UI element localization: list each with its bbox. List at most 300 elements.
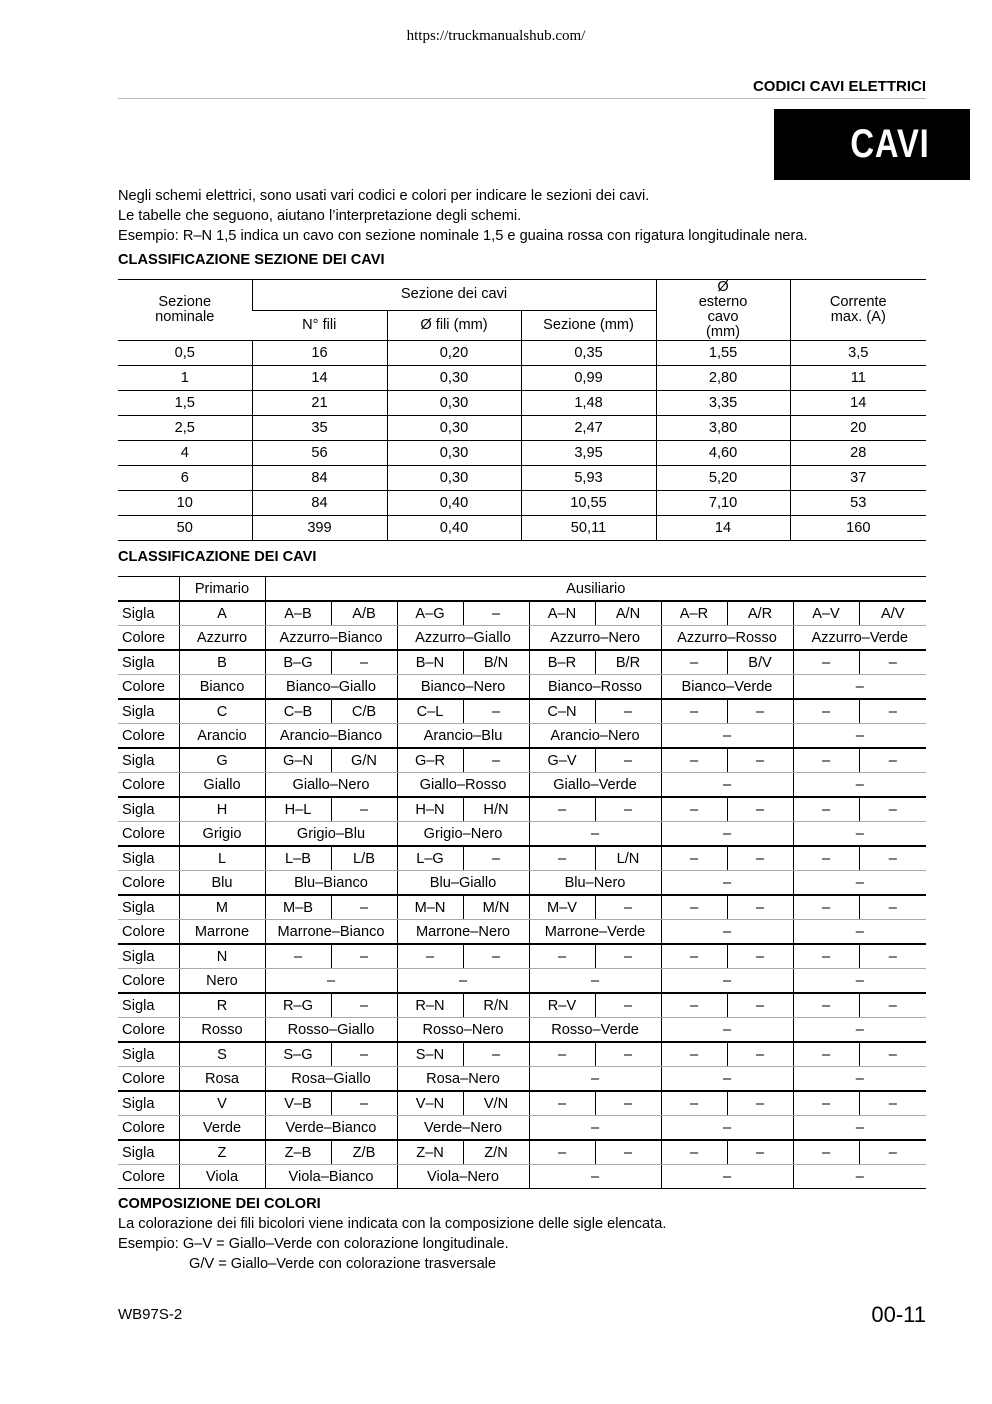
- header-divider: [118, 98, 926, 99]
- table-cell: 21: [252, 391, 387, 416]
- sigla-cell: C–B: [265, 699, 331, 724]
- table-cell: 50: [118, 516, 252, 541]
- sigla-cell: –: [595, 699, 661, 724]
- header-ausiliario: Ausiliario: [265, 577, 926, 602]
- sigla-cell: Z–B: [265, 1140, 331, 1165]
- colore-cell: Blu–Bianco: [265, 871, 397, 896]
- sigla-cell: –: [859, 846, 926, 871]
- source-url: https://truckmanualshub.com/: [406, 28, 586, 44]
- sigla-cell: –: [793, 993, 859, 1018]
- sigla-cell: –: [397, 944, 463, 969]
- sigla-cell: –: [595, 993, 661, 1018]
- sigla-cell: –: [793, 1140, 859, 1165]
- colore-cell: Giallo–Rosso: [397, 773, 529, 798]
- row-label: Colore: [118, 1067, 179, 1092]
- sigla-cell: –: [595, 1042, 661, 1067]
- sigla-cell: –: [727, 895, 793, 920]
- colore-cell: Grigio–Nero: [397, 822, 529, 847]
- table-cell: 2,47: [521, 416, 656, 441]
- colore-cell: Verde–Bianco: [265, 1116, 397, 1141]
- sigla-cell: A: [179, 601, 265, 626]
- colore-cell: Bianco–Verde: [661, 675, 793, 700]
- composizione-title: COMPOSIZIONE DEI COLORI: [118, 1196, 321, 1212]
- sigla-cell: –: [727, 1042, 793, 1067]
- sigla-cell: –: [595, 1091, 661, 1116]
- table-cell: 0,35: [521, 341, 656, 366]
- colore-cell: Bianco–Rosso: [529, 675, 661, 700]
- sigla-cell: R–N: [397, 993, 463, 1018]
- row-label: Colore: [118, 969, 179, 994]
- colore-cell: –: [793, 822, 926, 847]
- colore-cell: Azzurro–Nero: [529, 626, 661, 651]
- sigla-cell: –: [463, 699, 529, 724]
- sigla-cell: S: [179, 1042, 265, 1067]
- sigla-cell: –: [463, 944, 529, 969]
- colore-cell: –: [793, 1165, 926, 1189]
- sigla-cell: –: [661, 895, 727, 920]
- row-label: Colore: [118, 1116, 179, 1141]
- sigla-cell: Z: [179, 1140, 265, 1165]
- sigla-cell: –: [463, 846, 529, 871]
- sigla-cell: –: [331, 993, 397, 1018]
- colore-cell: Blu–Nero: [529, 871, 661, 896]
- sigla-cell: V–N: [397, 1091, 463, 1116]
- sigla-cell: –: [463, 1042, 529, 1067]
- table-cell: 1,5: [118, 391, 252, 416]
- row-label: Sigla: [118, 748, 179, 773]
- sigla-cell: –: [793, 797, 859, 822]
- table-cell: 0,30: [387, 466, 521, 491]
- sigla-cell: S–G: [265, 1042, 331, 1067]
- row-label: Colore: [118, 871, 179, 896]
- sigla-cell: –: [859, 650, 926, 675]
- table-cell: 4: [118, 441, 252, 466]
- colore-cell: –: [661, 1067, 793, 1092]
- sigla-row: [118, 993, 926, 1018]
- table-row: [118, 366, 926, 391]
- row-label: Sigla: [118, 993, 179, 1018]
- sigla-cell: –: [661, 748, 727, 773]
- sigla-cell: –: [727, 748, 793, 773]
- sigla-cell: –: [661, 1140, 727, 1165]
- sigla-cell: A–G: [397, 601, 463, 626]
- colore-cell: –: [793, 920, 926, 945]
- colore-row: [118, 1116, 926, 1141]
- colore-cell: –: [793, 675, 926, 700]
- table-cell: 84: [252, 466, 387, 491]
- row-label: Colore: [118, 626, 179, 651]
- sigla-cell: A–N: [529, 601, 595, 626]
- colore-cell: –: [661, 1165, 793, 1189]
- colore-row: [118, 871, 926, 896]
- table-cell: 2,80: [656, 366, 790, 391]
- sigla-cell: M/N: [463, 895, 529, 920]
- table-row: [118, 391, 926, 416]
- table-cell: 0,20: [387, 341, 521, 366]
- sigla-cell: B/N: [463, 650, 529, 675]
- table-cell: 16: [252, 341, 387, 366]
- colore-cell: Rosa: [179, 1067, 265, 1092]
- intro-line: Le tabelle che seguono, aiutano l’interpretazione degli schemi.: [118, 208, 522, 224]
- row-label: Sigla: [118, 601, 179, 626]
- sigla-cell: –: [859, 699, 926, 724]
- sigla-cell: G–V: [529, 748, 595, 773]
- sigla-cell: C–N: [529, 699, 595, 724]
- sigla-cell: A–V: [793, 601, 859, 626]
- colore-cell: Rosso–Verde: [529, 1018, 661, 1043]
- sigla-cell: B–R: [529, 650, 595, 675]
- header-sezione-nominale: Sezione nominale: [118, 280, 252, 341]
- colore-cell: Arancio–Blu: [397, 724, 529, 749]
- sigla-cell: A/B: [331, 601, 397, 626]
- table-row: [118, 441, 926, 466]
- sigla-cell: –: [661, 1042, 727, 1067]
- colore-cell: Azzurro: [179, 626, 265, 651]
- sigla-row: [118, 1042, 926, 1067]
- table-cell: 14: [656, 516, 790, 541]
- header-diametro-fili: Ø fili (mm): [387, 310, 521, 341]
- header-empty-cell: [118, 577, 179, 602]
- sigla-cell: A–B: [265, 601, 331, 626]
- sigla-cell: L/N: [595, 846, 661, 871]
- colore-cell: –: [661, 1018, 793, 1043]
- colore-cell: Nero: [179, 969, 265, 994]
- sigla-cell: V/N: [463, 1091, 529, 1116]
- sigla-cell: –: [859, 797, 926, 822]
- table2-title: CLASSIFICAZIONE DEI CAVI: [118, 549, 317, 565]
- sigla-cell: Z/N: [463, 1140, 529, 1165]
- row-label: Sigla: [118, 846, 179, 871]
- colore-cell: Azzurro–Bianco: [265, 626, 397, 651]
- colore-cell: –: [265, 969, 397, 994]
- sigla-cell: –: [859, 1042, 926, 1067]
- colore-cell: Arancio–Nero: [529, 724, 661, 749]
- composizione-line: Esempio: G–V = Giallo–Verde con colorazione longitudinale.: [118, 1236, 509, 1252]
- composizione-line: La colorazione dei fili bicolori viene indicata con la composizione delle sigle elencata.: [118, 1216, 667, 1232]
- colore-cell: Bianco: [179, 675, 265, 700]
- table-cell: 1: [118, 366, 252, 391]
- colore-cell: Viola–Bianco: [265, 1165, 397, 1189]
- sigla-cell: B/R: [595, 650, 661, 675]
- colore-cell: Verde–Nero: [397, 1116, 529, 1141]
- sigla-cell: N: [179, 944, 265, 969]
- table-cell: 3,5: [790, 341, 926, 366]
- sigla-cell: H/N: [463, 797, 529, 822]
- sigla-cell: –: [661, 944, 727, 969]
- sigla-cell: B–G: [265, 650, 331, 675]
- sigla-cell: –: [727, 993, 793, 1018]
- header-corrente: Corrente max. (A): [790, 280, 926, 341]
- sigla-cell: –: [331, 944, 397, 969]
- colore-cell: –: [661, 871, 793, 896]
- sigla-cell: –: [793, 895, 859, 920]
- colore-cell: Blu: [179, 871, 265, 896]
- colore-cell: Marrone–Nero: [397, 920, 529, 945]
- table-cell: 0,40: [387, 516, 521, 541]
- sigla-cell: B: [179, 650, 265, 675]
- sigla-cell: S–N: [397, 1042, 463, 1067]
- sigla-cell: –: [793, 1091, 859, 1116]
- sigla-cell: –: [727, 1140, 793, 1165]
- sigla-cell: R/N: [463, 993, 529, 1018]
- sigla-cell: –: [859, 895, 926, 920]
- sigla-cell: –: [859, 944, 926, 969]
- row-label: Sigla: [118, 797, 179, 822]
- sigla-cell: –: [529, 1042, 595, 1067]
- table-cell: 53: [790, 491, 926, 516]
- sigla-cell: –: [595, 797, 661, 822]
- table-cell: 0,30: [387, 416, 521, 441]
- table-row: [118, 341, 926, 366]
- colore-cell: –: [529, 822, 661, 847]
- model-code: WB97S-2: [118, 1306, 183, 1323]
- row-label: Colore: [118, 920, 179, 945]
- colore-cell: Blu–Giallo: [397, 871, 529, 896]
- table-cell: 10: [118, 491, 252, 516]
- sigla-row: [118, 601, 926, 626]
- sigla-row: [118, 1091, 926, 1116]
- sigla-cell: –: [793, 846, 859, 871]
- table-row: [118, 466, 926, 491]
- sigla-cell: G: [179, 748, 265, 773]
- table1-title: CLASSIFICAZIONE SEZIONE DEI CAVI: [118, 252, 385, 268]
- sigla-cell: H–L: [265, 797, 331, 822]
- colore-cell: Azzurro–Rosso: [661, 626, 793, 651]
- sigla-cell: –: [727, 797, 793, 822]
- sigla-row: [118, 650, 926, 675]
- header-diametro-esterno: Ø esterno cavo (mm): [656, 280, 790, 341]
- colore-cell: Marrone–Verde: [529, 920, 661, 945]
- table-cell: 84: [252, 491, 387, 516]
- table-cell: 11: [790, 366, 926, 391]
- sigla-row: [118, 1140, 926, 1165]
- colore-cell: –: [661, 920, 793, 945]
- sigla-cell: –: [529, 846, 595, 871]
- table-cell: 0,5: [118, 341, 252, 366]
- sigla-cell: –: [331, 1042, 397, 1067]
- header-sezione-mm: Sezione (mm): [521, 310, 656, 341]
- colore-cell: Rosso–Nero: [397, 1018, 529, 1043]
- sigla-cell: –: [331, 895, 397, 920]
- table-cell: 2,5: [118, 416, 252, 441]
- table-cell: 14: [252, 366, 387, 391]
- section-header: CODICI CAVI ELETTRICI: [752, 78, 926, 95]
- colore-cell: Giallo–Verde: [529, 773, 661, 798]
- sigla-cell: –: [793, 650, 859, 675]
- colore-cell: –: [661, 724, 793, 749]
- sigla-cell: –: [529, 797, 595, 822]
- sigla-row: [118, 846, 926, 871]
- sigla-cell: L/B: [331, 846, 397, 871]
- sigla-cell: –: [661, 797, 727, 822]
- composizione-section: [118, 1194, 918, 1274]
- sigla-cell: C–L: [397, 699, 463, 724]
- colore-cell: Marrone: [179, 920, 265, 945]
- sigla-cell: –: [793, 1042, 859, 1067]
- sigla-cell: R–V: [529, 993, 595, 1018]
- sigla-row: [118, 699, 926, 724]
- colore-row: [118, 626, 926, 651]
- cable-section-table-body: [118, 341, 926, 541]
- sigla-cell: –: [463, 601, 529, 626]
- table-cell: 7,10: [656, 491, 790, 516]
- colore-cell: Rosa–Nero: [397, 1067, 529, 1092]
- colore-cell: Rosso: [179, 1018, 265, 1043]
- sigla-cell: –: [463, 748, 529, 773]
- cable-section-table: [118, 279, 926, 541]
- colore-cell: Bianco–Nero: [397, 675, 529, 700]
- sigla-cell: L: [179, 846, 265, 871]
- row-label: Sigla: [118, 1140, 179, 1165]
- colore-row: [118, 969, 926, 994]
- colore-cell: –: [529, 1116, 661, 1141]
- row-label: Sigla: [118, 1042, 179, 1067]
- sigla-cell: –: [595, 895, 661, 920]
- intro-line: Esempio: R–N 1,5 indica un cavo con sezione nominale 1,5 e guaina rossa con rigatura longitudinale nera.: [118, 228, 808, 244]
- colore-cell: Arancio–Bianco: [265, 724, 397, 749]
- sigla-cell: C: [179, 699, 265, 724]
- colore-cell: –: [661, 969, 793, 994]
- table-cell: 20: [790, 416, 926, 441]
- colore-cell: –: [661, 822, 793, 847]
- colore-cell: Giallo: [179, 773, 265, 798]
- chapter-tab-label: CAVI: [850, 122, 930, 166]
- sigla-cell: –: [859, 993, 926, 1018]
- sigla-row: [118, 748, 926, 773]
- sigla-cell: –: [529, 1091, 595, 1116]
- table-row: [118, 491, 926, 516]
- table-cell: 399: [252, 516, 387, 541]
- table-cell: 4,60: [656, 441, 790, 466]
- colore-cell: Azzurro–Verde: [793, 626, 926, 651]
- colore-cell: –: [793, 724, 926, 749]
- colore-cell: Azzurro–Giallo: [397, 626, 529, 651]
- sigla-cell: V: [179, 1091, 265, 1116]
- sigla-row: [118, 895, 926, 920]
- sigla-cell: –: [661, 846, 727, 871]
- row-label: Sigla: [118, 650, 179, 675]
- sigla-row: [118, 797, 926, 822]
- chapter-tab: [774, 109, 970, 180]
- table-cell: 0,30: [387, 366, 521, 391]
- sigla-cell: L–G: [397, 846, 463, 871]
- table-cell: 5,20: [656, 466, 790, 491]
- colore-cell: –: [793, 1067, 926, 1092]
- sigla-cell: –: [529, 944, 595, 969]
- sigla-cell: H–N: [397, 797, 463, 822]
- sigla-cell: L–B: [265, 846, 331, 871]
- sigla-cell: –: [331, 797, 397, 822]
- table-cell: 0,99: [521, 366, 656, 391]
- colore-row: [118, 1067, 926, 1092]
- sigla-cell: B–N: [397, 650, 463, 675]
- colore-cell: Arancio: [179, 724, 265, 749]
- colore-row: [118, 675, 926, 700]
- colore-cell: –: [397, 969, 529, 994]
- table-cell: 0,40: [387, 491, 521, 516]
- table-cell: 37: [790, 466, 926, 491]
- colore-cell: –: [529, 1165, 661, 1189]
- sigla-cell: H: [179, 797, 265, 822]
- colore-cell: Grigio: [179, 822, 265, 847]
- header-n-fili: N° fili: [252, 310, 387, 341]
- colore-row: [118, 1018, 926, 1043]
- cable-classification-table-body: [118, 577, 926, 1189]
- row-label: Colore: [118, 724, 179, 749]
- table-cell: 3,80: [656, 416, 790, 441]
- sigla-cell: –: [727, 699, 793, 724]
- sigla-cell: A/R: [727, 601, 793, 626]
- sigla-cell: –: [661, 993, 727, 1018]
- colore-cell: Rosa–Giallo: [265, 1067, 397, 1092]
- sigla-cell: –: [859, 1140, 926, 1165]
- colore-row: [118, 773, 926, 798]
- table-cell: 1,55: [656, 341, 790, 366]
- table-cell: 0,30: [387, 441, 521, 466]
- colore-cell: –: [793, 871, 926, 896]
- sigla-cell: A/N: [595, 601, 661, 626]
- sigla-cell: M–B: [265, 895, 331, 920]
- table-cell: 3,35: [656, 391, 790, 416]
- sigla-cell: –: [661, 650, 727, 675]
- sigla-cell: –: [793, 944, 859, 969]
- row-label: Sigla: [118, 895, 179, 920]
- table-cell: 10,55: [521, 491, 656, 516]
- sigla-cell: –: [859, 1091, 926, 1116]
- intro-text: [118, 186, 918, 246]
- sigla-cell: –: [727, 944, 793, 969]
- sigla-cell: R–G: [265, 993, 331, 1018]
- colore-row: [118, 920, 926, 945]
- colore-cell: –: [661, 1116, 793, 1141]
- sigla-row: [118, 944, 926, 969]
- table-cell: 28: [790, 441, 926, 466]
- sigla-cell: –: [331, 1091, 397, 1116]
- colore-cell: Verde: [179, 1116, 265, 1141]
- sigla-cell: –: [727, 1091, 793, 1116]
- sigla-cell: Z/B: [331, 1140, 397, 1165]
- table-cell: 35: [252, 416, 387, 441]
- sigla-cell: M–N: [397, 895, 463, 920]
- row-label: Sigla: [118, 699, 179, 724]
- table-cell: 1,48: [521, 391, 656, 416]
- sigla-cell: Z–N: [397, 1140, 463, 1165]
- sigla-cell: A/V: [859, 601, 926, 626]
- sigla-cell: –: [793, 748, 859, 773]
- colore-cell: –: [529, 1067, 661, 1092]
- colore-cell: –: [793, 1116, 926, 1141]
- sigla-cell: V–B: [265, 1091, 331, 1116]
- row-label: Colore: [118, 1018, 179, 1043]
- colore-cell: Marrone–Bianco: [265, 920, 397, 945]
- page-number: 00-11: [871, 1302, 926, 1327]
- sigla-cell: –: [265, 944, 331, 969]
- row-label: Colore: [118, 773, 179, 798]
- colore-cell: –: [793, 1018, 926, 1043]
- sigla-cell: –: [595, 748, 661, 773]
- colore-row: [118, 724, 926, 749]
- sigla-cell: –: [595, 1140, 661, 1165]
- cable-classification-table: [118, 576, 926, 1189]
- colore-cell: Giallo–Nero: [265, 773, 397, 798]
- sigla-cell: –: [529, 1140, 595, 1165]
- colore-row: [118, 1165, 926, 1189]
- sigla-cell: M: [179, 895, 265, 920]
- colore-cell: Viola: [179, 1165, 265, 1189]
- composizione-line: G/V = Giallo–Verde con colorazione trasversale: [189, 1256, 497, 1272]
- colore-cell: –: [529, 969, 661, 994]
- colore-cell: Rosso–Giallo: [265, 1018, 397, 1043]
